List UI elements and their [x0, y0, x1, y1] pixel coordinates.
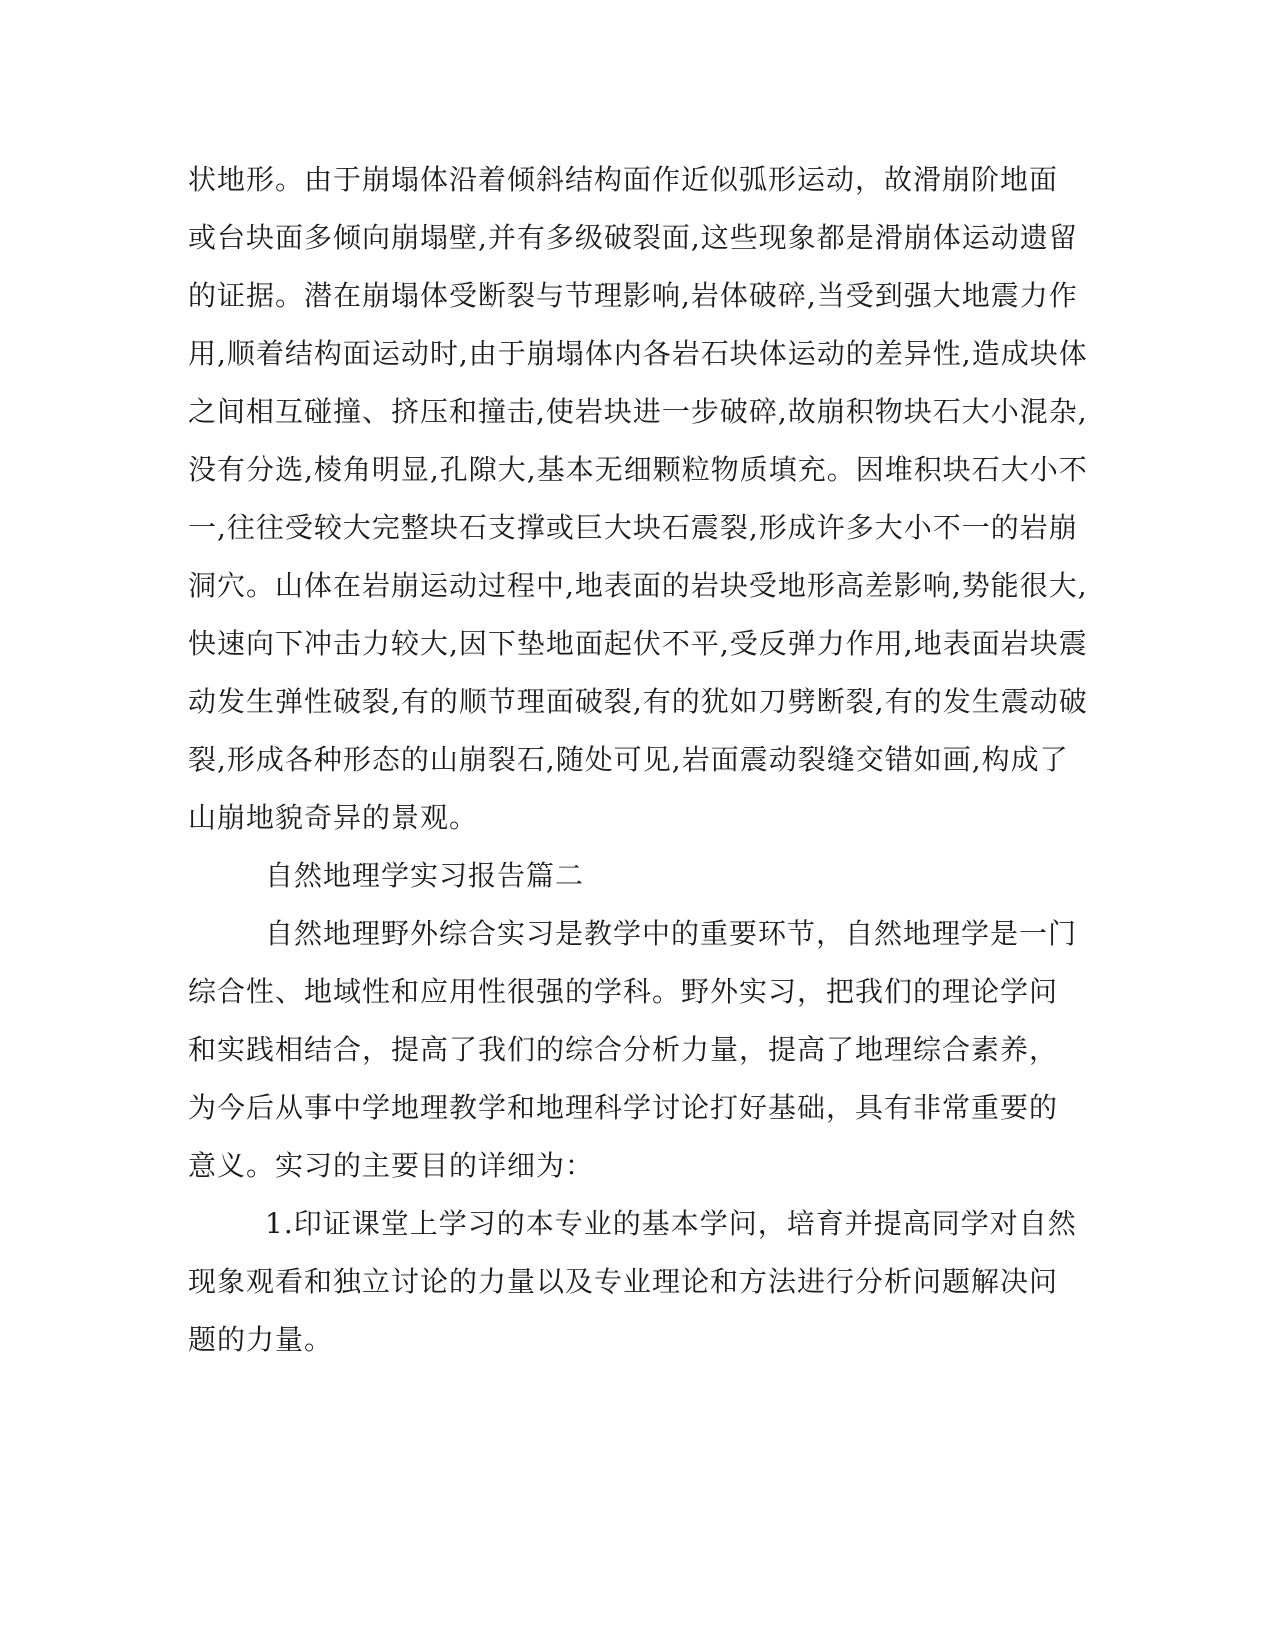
- paragraph-line: 一,往往受较大完整块石支撑或巨大块石震裂,形成许多大小不一的岩崩: [188, 511, 1078, 544]
- list-item: 1.印证课堂上学习的本专业的基本学问，培育并提高同学对自然: [265, 1207, 1077, 1240]
- paragraph-line: 和实践相结合，提高了我们的综合分析力量，提高了地理综合素养，: [188, 1033, 1059, 1066]
- paragraph-line: 题的力量。: [188, 1323, 334, 1356]
- paragraph-line: 的证据。潜在崩塌体受断裂与节理影响,岩体破碎,当受到强大地震力作: [188, 279, 1078, 312]
- paragraph-line: 裂,形成各种形态的山崩裂石,随处可见,岩面震动裂缝交错如画,构成了: [188, 743, 1069, 776]
- paragraph-line: 动发生弹性破裂,有的顺节理面破裂,有的犹如刀劈断裂,有的发生震动破: [188, 685, 1088, 718]
- paragraph-line: 意义。实习的主要目的详细为：: [188, 1149, 595, 1182]
- paragraph-line: 快速向下冲击力较大,因下垫地面起伏不平,受反弹力作用,地表面岩块震: [188, 627, 1088, 660]
- paragraph-line: 状地形。由于崩塌体沿着倾斜结构面作近似弧形运动，故滑崩阶地面: [188, 163, 1059, 196]
- paragraph-line: 或台块面多倾向崩塌壁,并有多级破裂面,这些现象都是滑崩体运动遗留: [188, 221, 1078, 254]
- paragraph-line: 没有分选,棱角明显,孔隙大,基本无细颗粒物质填充。因堆积块石大小不: [188, 453, 1088, 486]
- paragraph-line: 之间相互碰撞、挤压和撞击,使岩块进一步破碎,故崩积物块石大小混杂,: [188, 395, 1088, 428]
- paragraph-line: 为今后从事中学地理教学和地理科学讨论打好基础，具有非常重要的: [188, 1091, 1059, 1124]
- paragraph-line: 自然地理野外综合实习是教学中的重要环节，自然地理学是一门: [265, 917, 1078, 950]
- paragraph-line: 用,顺着结构面运动时,由于崩塌体内各岩石块体运动的差异性,造成块体: [188, 337, 1088, 370]
- section-title: 自然地理学实习报告篇二: [265, 859, 585, 892]
- paragraph-line: 洞穴。山体在岩崩运动过程中,地表面的岩块受地形高差影响,势能很大,: [188, 569, 1088, 602]
- paragraph-line: 山崩地貌奇异的景观。: [188, 801, 479, 834]
- paragraph-line: 综合性、地域性和应用性很强的学科。野外实习，把我们的理论学问: [188, 975, 1059, 1008]
- paragraph-line: 现象观看和独立讨论的力量以及专业理论和方法进行分析问题解决问: [188, 1265, 1059, 1298]
